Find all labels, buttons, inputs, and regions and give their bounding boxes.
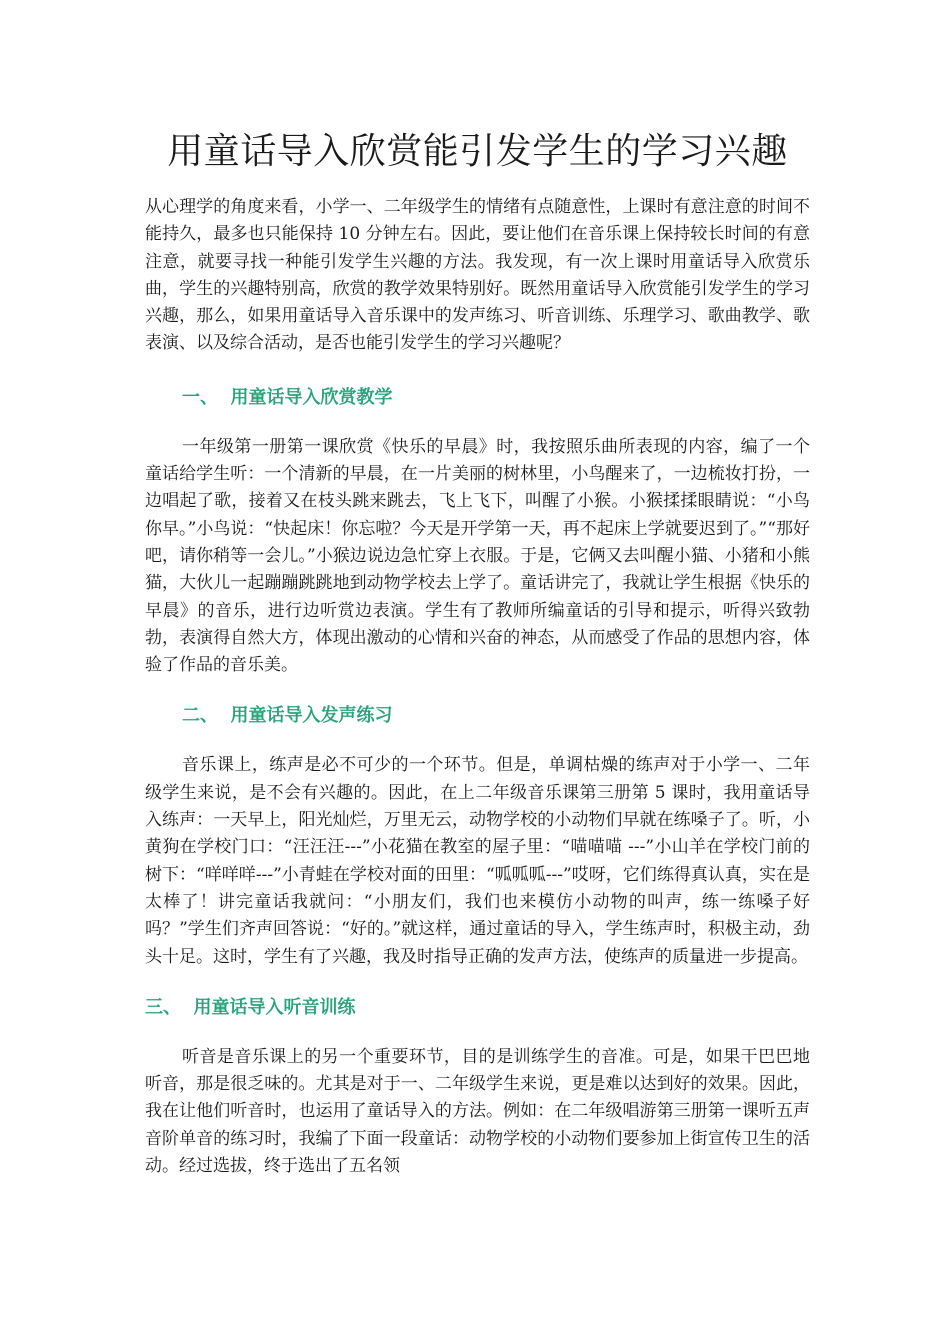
section-heading-1 <box>145 384 810 412</box>
intro-paragraph: 从心理学的角度来看，小学一、二年级学生的情绪有点随意性，上课时有意注意的时间不能持久，最多也只能保持 10 分钟左右。因此，要让他们在音乐课上保持较长时间的有意注意，就要寻找一种能引发学生兴趣的方法。我发现，有一次上课时用童话导入欣赏乐曲，学生的兴趣特别高，欣赏的教学效果特别好。既然用童话导入欣赏能引发学生的学习兴趣，那么，如果用童话导入音乐课中的发声练习、听音训练、乐理学习、歌曲教学、歌表演、以及综合活动，是否也能引发学生的学习兴趣呢？ <box>145 197 810 354</box>
section-paragraph-3: 听音是音乐课上的另一个重要环节，目的是训练学生的音准。可是，如果干巴巴地听音，那是很乏味的。尤其是对于一、二年级学生来说，更是难以达到好的效果。因此，我在让他们听音时，也运用了童话导入的方法。例如：在二年级唱游第三册第一课听五声音阶单音的练习时，我编了下面一段童话：动物学校的小动物们要参加上街宣传卫生的活动。经过选拔，终于选出了五名领 <box>145 1046 810 1177</box>
section-title-2: 用童话导入发声练习 <box>230 705 393 727</box>
section-number-1: 一、 <box>182 386 218 408</box>
section-number-3: 三、 <box>145 996 181 1018</box>
section-heading-3 <box>145 994 810 1022</box>
section-number-2: 二、 <box>182 705 218 727</box>
section-paragraph-2: 音乐课上，练声是必不可少的一个环节。但是，单调枯燥的练声对于小学一、二年级学生来说，是不会有兴趣的。因此，在上二年级音乐课第三册第 5 课时，我用童话导入练声：一天早上，阳光灿烂，万里无云，动物学校的小动物们早就在练嗓子了。听，小黄狗在学校门口：“汪汪汪---”小花猫在教室的屋子里：“喵喵喵 ---”小山羊在学校门前的树下：“咩咩咩---”小青蛙在学校对面的田里：“呱呱呱---”哎呀，它们练得真认真，实在是太棒了！讲完童话我就问：“小朋友们，我们也来模仿小动物的叫声，练一练嗓子好吗？”学生们齐声回答说：“好的。”就这样，通过童话的导入，学生练声时，积极主动，劲头十足。这时，学生有了兴趣，我及时指导正确的发声方法，使练声的质量进一步提高。 <box>145 755 810 967</box>
section-paragraph-1: 一年级第一册第一课欣赏《快乐的早晨》时，我按照乐曲所表现的内容，编了一个童话给学生听：一个清新的早晨，在一片美丽的树林里，小鸟醒来了，一边梳妆打扮，一边唱起了歌，接着又在枝头跳来跳去，飞上飞下，叫醒了小猴。小猴揉揉眼睛说：“小鸟你早。”小鸟说：“快起床！你忘啦？今天是开学第一天，再不起床上学就要迟到了。”“那好吧，请你稍等一会儿。”小猴边说边急忙穿上衣服。于是，它俩又去叫醒小猫、小猪和小熊猫，大伙儿一起蹦蹦跳跳地到动物学校去上学了。童话讲完了，我就让学生根据《快乐的早晨》的音乐，进行边听赏边表演。学生有了教师所编童话的引导和提示，听得兴致勃勃，表演得自然大方，体现出激动的心情和兴奋的神态，从而感受了作品的思想内容，体验了作品的音乐美。 <box>145 436 810 676</box>
document-title: 用童话导入欣赏能引发学生的学习兴趣 <box>167 131 788 172</box>
section-heading-2 <box>145 702 810 730</box>
section-title-3: 用童话导入听音训练 <box>193 996 356 1018</box>
section-title-1: 用童话导入欣赏教学 <box>230 386 393 408</box>
document-page <box>145 128 810 1180</box>
